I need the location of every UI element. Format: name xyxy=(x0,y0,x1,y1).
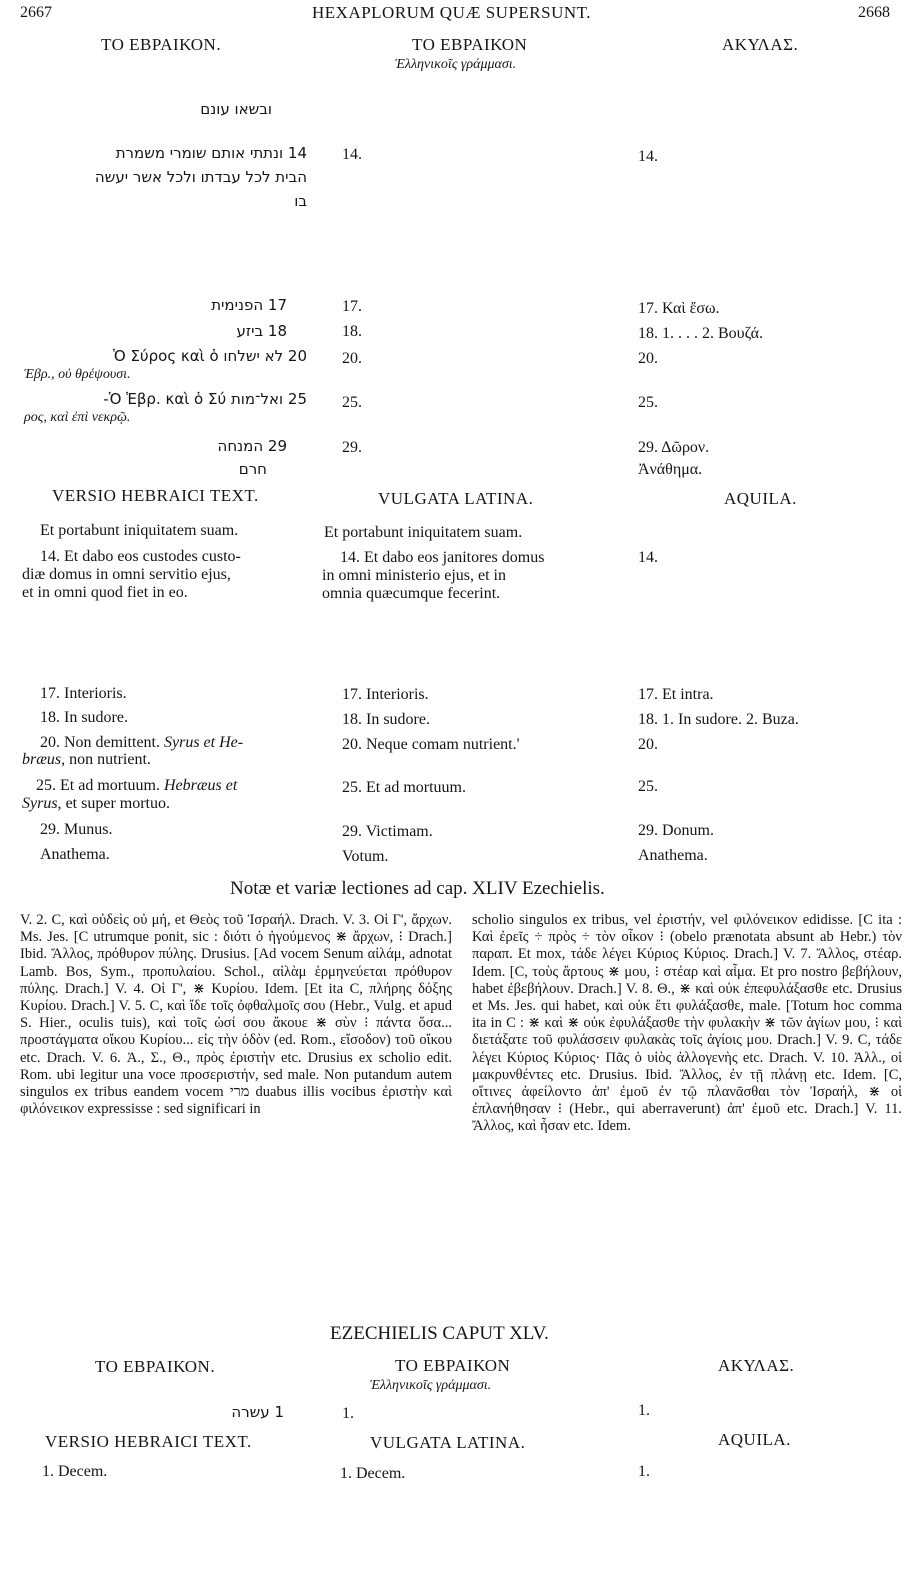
verse-number: 1. xyxy=(342,1405,354,1422)
latin-line: Anathema. xyxy=(40,846,110,863)
verse-number: 20. xyxy=(342,350,362,367)
latin-line: 14. Et dabo eos custodes custo- xyxy=(40,548,241,565)
latin-line: 17. Interioris. xyxy=(40,685,127,702)
verse-number: 25. xyxy=(342,394,362,411)
column-subheader-greek-letters: Ἑλληνικοῖς γράμμασι. xyxy=(395,57,517,72)
verse-number: 25. xyxy=(638,394,658,411)
verse-number: 1. xyxy=(638,1402,650,1419)
verse-number: 14. xyxy=(638,148,658,165)
hebrew-gloss: Ἑβρ., οὐ θρέψουσι. xyxy=(24,367,131,382)
hebrew-line: 17 הפנימית xyxy=(211,296,287,314)
verse-number: 29. xyxy=(342,439,362,456)
column-header-vulgata: VULGATA LATINA. xyxy=(378,489,534,508)
latin-line xyxy=(40,734,243,752)
verse-number: 20. xyxy=(638,736,658,753)
latin-line: 18. 1. In sudore. 2. Buza. xyxy=(638,711,799,728)
latin-line: omnia quæcumque fecerint. xyxy=(322,585,501,602)
hebrew-line: ובשאו עונם xyxy=(200,100,272,118)
column-header-hebrew-greek: ΤΟ ΕΒΡΑΙΚΟΝ xyxy=(395,1356,511,1375)
hebrew-line: 18 ביזע xyxy=(236,322,287,340)
latin-line xyxy=(36,777,237,795)
hebrew-line: 20 לא ישלחו Ὁ Σύρος καὶ ὁ xyxy=(112,347,307,365)
latin-line: diæ domus in omni servitio ejus, xyxy=(22,566,231,583)
latin-line: 17. Interioris. xyxy=(342,686,429,703)
latin-italic: Hebræus et xyxy=(163,777,238,794)
latin-line: 20. Neque comam nutrient.' xyxy=(342,736,520,753)
latin-line: 14. Et dabo eos janitores domus xyxy=(340,549,545,566)
latin-line: 25. Et ad mortuum. xyxy=(342,779,466,796)
latin-line: Et portabunt iniquitatem suam. xyxy=(324,524,523,541)
column-header-aquila: ΑΚΥΛΑΣ. xyxy=(722,35,799,54)
latin-line: Anathema. xyxy=(638,847,708,864)
latin-line: et in omni quod fiet in eo. xyxy=(22,584,188,601)
verse-number: 20. xyxy=(638,350,658,367)
latin-line: 1. Decem. xyxy=(340,1465,406,1482)
latin-line xyxy=(22,795,170,813)
running-title: HEXAPLORUM QUÆ SUPERSUNT. xyxy=(312,3,592,22)
hebrew-line: 29 המנחה xyxy=(217,437,287,455)
column-header-hebrew: ΤΟ ΕΒΡΑΙΚΟΝ. xyxy=(101,35,222,54)
notes-heading: Notæ et variæ lectiones ad cap. XLIV Ezechielis. xyxy=(230,878,605,899)
aquila-line: Ἀνάθημα. xyxy=(638,461,703,478)
verse-number: 1. xyxy=(638,1463,650,1480)
latin-line: 29. Donum. xyxy=(638,822,714,839)
latin-text: 20. Non demittent. xyxy=(40,734,160,751)
column-header-aquila: ΑΚΥΛΑΣ. xyxy=(718,1356,795,1375)
latin-line: 18. In sudore. xyxy=(342,711,430,728)
column-header-hebrew-greek: ΤΟ ΕΒΡΑΙΚΟΝ xyxy=(412,35,528,54)
notes-left-column: V. 2. C, καὶ οὐδεὶς οὐ μή, et Θεὸς τοῦ Ἰσραήλ. Drach. V. 3. Οἱ Γ', ἄρχων. Ms. Jes. [C utrumque ponit, sic : διότι ὁ ἡγούμενος ⋇ ἄρχων, ⁝ Drach.] Ibid. Ἄλλος, πρόθυρον πύλης. Drusius. [Ad vocem Senum αἰλάμ, adnotat Lamb. Bos, Sym., προπυλαίου. Schol., αἰλὰμ ἑρμηνεύεται πρόθυρον πύλης. Drach.] V. 4. Οἱ Γ', ⋇ Κυρίου. Idem. [Et ita C, πλήρης δόξης Κυρίου. Drach.] V. 5. C, καὶ ἴδε τοῖς ὀφθαλμοῖς σου (Hebr., Vulg. et apud S. Hier., oculis tuis), καὶ τοῖς ὠσί σου ἄκουε ⋇ σὺν ⁝ πάντα ὅσα... προστάγματα οἴκου Κυρίου... εἰς τὴν ὁδὸν (ed. Rom., εἴσοδον) τοῦ οἴκου etc. Drach. V. 6. Ἀ., Σ., Θ., πρὸς ἐριστὴν etc. Drusius ex scholio edit. Rom. ubi legitur una voce προσεριστήν, sed male. Non putandum autem singulos ex tribus eandem vocem מרי duabus illis vocibus ἐριστὴν καὶ φιλόνεικον expressisse : sed significari in xyxy=(20,912,452,1118)
aquila-line: 18. 1. . . . 2. Βουζά. xyxy=(638,325,764,342)
latin-text: 25. Et ad mortuum. xyxy=(36,777,160,794)
column-header-versio: VERSIO HEBRAICI TEXT. xyxy=(52,486,259,505)
hebrew-line: 1 עשרה xyxy=(231,1403,284,1421)
verse-number: 18. xyxy=(342,323,362,340)
verse-number: 17. xyxy=(342,298,362,315)
column-header-hebrew: ΤΟ ΕΒΡΑΙΚΟΝ. xyxy=(95,1357,216,1376)
latin-line: 1. Decem. xyxy=(42,1463,108,1480)
hebrew-line: בו xyxy=(294,192,307,210)
latin-line: in omni ministerio ejus, et in xyxy=(322,567,506,584)
column-header-vulgata: VULGATA LATINA. xyxy=(370,1433,526,1452)
column-header-aquila-latin: AQUILA. xyxy=(724,489,797,508)
hebrew-line: 25 ואל־מות Ὁ Ἑβρ. καὶ ὁ Σύ- xyxy=(103,390,307,408)
chapter-title: EZECHIELIS CAPUT XLV. xyxy=(330,1323,549,1344)
latin-line xyxy=(22,751,151,769)
latin-line: Votum. xyxy=(342,848,389,865)
latin-italic: bræus, xyxy=(22,751,66,768)
latin-line: 18. In sudore. xyxy=(40,709,128,726)
column-header-aquila-latin: AQUILA. xyxy=(718,1430,791,1449)
latin-line: Et portabunt iniquitatem suam. xyxy=(40,522,239,539)
verse-number: 25. xyxy=(638,778,658,795)
page-number-right: 2668 xyxy=(858,4,890,21)
latin-text: non nutrient. xyxy=(69,751,151,768)
latin-line: 17. Et intra. xyxy=(638,686,714,703)
hebrew-line: 14 ונתתי אותם שומרי משמרת xyxy=(115,144,307,162)
hebrew-gloss: ρος, καὶ ἐπὶ νεκρῷ. xyxy=(24,410,131,425)
page-number-left: 2667 xyxy=(20,4,52,21)
column-subheader-greek-letters: Ἑλληνικοῖς γράμμασι. xyxy=(370,1378,492,1393)
notes-right-column: scholio singulos ex tribus, vel ἐριστήν, vel φιλόνεικον edidisse. [C ita : Καὶ ἐρεῖς ÷ πρὸς ÷ τὸν οἶκον ⁝ (obelo prænotata absunt ab Hebr.) τὸν παραπ. Et mox, τάδε λέγει Κύριος Κύριος. Drach.] V. 7. Ἄλλος, στέαρ. Idem. [C, τοὺς ἄρτους ⋇ μου, ⁝ στέαρ καὶ αἷμα. Et pro nostro βεβήλουν, habet ἐβεβήλουν. Drach.] V. 8. Θ., ⋇ καὶ οὐκ ἐπεφυλάξασθε etc. Drusius et Ms. Jes. qui habet, καὶ οὐκ ἔτι φυλάξασθε, male. [Totum hoc comma ita in C : ⋇ καὶ ⋇ οὐκ ἐφυλάξασθε τὴν φυλακὴν ⋇ τῶν ἁγίων μου, ⁝ καὶ διετάξατε τοῦ φυλάσσειν φυλακὰς τοῖς ἁγίοις μου. Drach.] V. 9. C, τάδε λέγει Κύριος Κύριος· Πᾶς ὁ υἱὸς ἀλλογενὴς etc. Drach. V. 10. Ἀλλ., οἱ μακρυνθέντες etc. Drusius. Ibid. Ἄλλος, ἐν τῇ πλάνῃ etc. Idem. [C, οἵτινες ἀφείλοντο ἀπ' ἐμοῦ ἐν τῷ πλανᾶσθαι τὸν Ἰσραήλ, ⋇ οἱ ἐπλανήθησαν ⁝ (Hebr., qui aberraverunt) ἀπ' ἐμοῦ etc. Drach.] V. 11. Ἄλλος, καὶ ἦσαν etc. Idem. xyxy=(472,912,902,1135)
hebrew-line: חרם xyxy=(238,460,267,478)
latin-italic: Syrus, xyxy=(22,795,62,812)
latin-italic: Syrus et He- xyxy=(163,734,244,751)
latin-text: et super mortuo. xyxy=(65,795,170,812)
column-header-versio: VERSIO HEBRAICI TEXT. xyxy=(45,1432,252,1451)
aquila-line: 29. Δῶρον. xyxy=(638,439,710,456)
verse-number: 14. xyxy=(342,146,362,163)
hebrew-line: הבית לכל עבדתו ולכל אשר יעשה xyxy=(94,168,307,186)
verse-number: 14. xyxy=(638,549,658,566)
aquila-line: 17. Καὶ ἔσω. xyxy=(638,300,720,317)
latin-line: 29. Munus. xyxy=(40,821,113,838)
latin-line: 29. Victimam. xyxy=(342,823,433,840)
